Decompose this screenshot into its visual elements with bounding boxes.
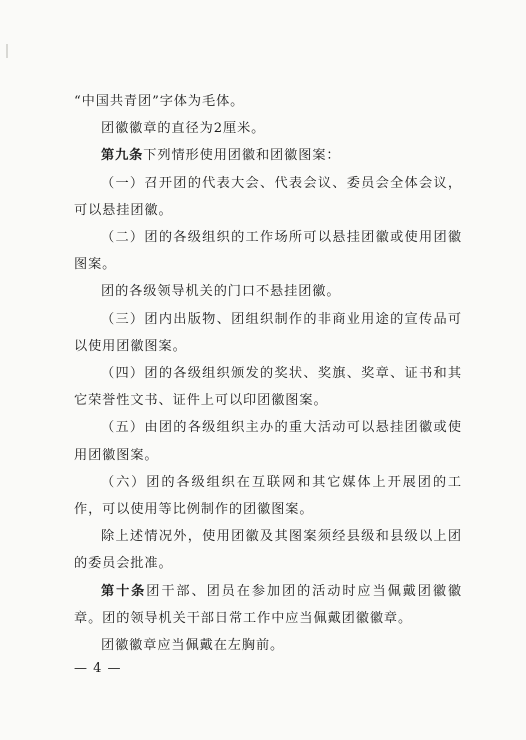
article-9-intro: 下列情形使用团徽和团徽图案：: [143, 148, 341, 164]
page-number: — 4 —: [74, 661, 122, 676]
article-10-extra: 团徽徽章应当佩戴在左胸前。: [101, 638, 285, 654]
article-9-heading-paragraph: [74, 142, 462, 169]
article-9-note: 团的各级领导机关的门口不悬挂团徽。: [101, 284, 341, 300]
article-9-item-2: （二）团的各级组织的工作场所可以悬挂团徽或使用团徽图案。: [74, 230, 462, 273]
article-9-item-5: （五）由团的各级组织主办的重大活动可以悬挂团徽或使用团徽图案。: [74, 420, 462, 463]
article-9-approval: 除上述情况外，使用团徽及其图案须经县级和县级以上团的委员会批准。: [74, 529, 462, 572]
article-10-heading: 第十条: [101, 583, 147, 599]
article-10-paragraph: [74, 578, 462, 632]
scan-edge-mark: [6, 44, 8, 58]
document-body: [74, 88, 462, 659]
article-9-item-6: （六）团的各级组织在互联网和其它媒体上开展团的工作，可以使用等比例制作的团徽图案。: [74, 474, 462, 518]
article-9-item-4: （四）团的各级组织颁发的奖状、奖旗、奖章、证书和其它荣誉性文书、证件上可以印团徽图案。: [74, 366, 462, 409]
article-9-item-1: （一）召开团的代表大会、代表会议、委员会全体会议，可以悬挂团徽。: [74, 175, 462, 218]
emblem-diameter-paragraph: 团徽徽章的直径为2厘米。: [101, 121, 266, 137]
font-note-paragraph: “中国共青团”字体为毛体。: [74, 94, 245, 109]
article-10-body: 团干部、团员在参加团的活动时应当佩戴团徽徽章。团的领导机关干部日常工作中应当佩戴团徽徽章。: [74, 583, 462, 626]
article-9-heading: 第九条: [101, 148, 144, 164]
article-9-item-3: （三）团内出版物、团组织制作的非商业用途的宣传品可以使用团徽图案。: [74, 311, 462, 354]
